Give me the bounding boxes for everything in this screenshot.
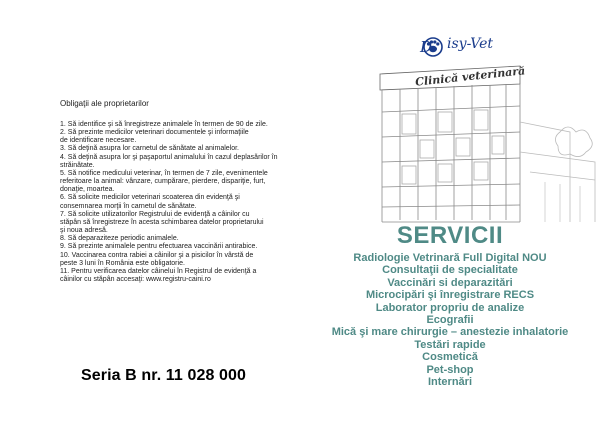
obligation-line: 1. Să identifice şi să înregistreze animalele în termen de 90 de zile.	[60, 121, 268, 128]
service-item: Cosmetică	[422, 351, 478, 364]
obligations-title: Obligaţii ale proprietarilor	[60, 99, 149, 108]
obligation-line: 6. Să solicite medicilor veterinari scoaterea din evidenţă şi	[60, 194, 240, 202]
obligation-line: 5. Să notifice medicului veterinar, în termen de 7 zile, evenimentele	[60, 169, 268, 177]
obligations-list	[60, 121, 296, 284]
service-item: Internări	[427, 376, 472, 389]
obligation-line: 7. Să solicite utilizatorilor Registrului de evidenţă a câinilor cu	[60, 210, 250, 218]
service-item: Consultaţii de specialitate	[382, 264, 518, 277]
clinic-building-sketch	[370, 62, 600, 232]
obligation-line: stăpân să înregistreze în acesta schimbarea datelor proprietarului	[60, 218, 264, 226]
service-item: Microcipări şi înregistrare RECS	[365, 289, 535, 302]
daisy-vet-logo	[415, 31, 535, 59]
obligation-line: 8. Să deparaziteze periodic animalele.	[60, 235, 179, 243]
obligation-line: de identificare necesare.	[60, 137, 137, 145]
service-item: Testări rapide	[414, 338, 486, 351]
obligation-line: 10. Vaccinarea contra rabiei a câinilor şi a pisicilor în vârstă de	[60, 251, 254, 259]
building-sign-text: Clinică veterinară	[414, 64, 526, 89]
obligation-line: consemnarea morţii în carnetul de sănătate.	[60, 202, 197, 210]
obligation-line: 11. Pentru verificarea datelor câinelui în Registrul de evidenţă a	[60, 267, 257, 275]
services-heading: SERVICII	[396, 222, 504, 249]
service-item: Laborator propriu de analize	[375, 301, 525, 314]
serial-number: Seria B nr. 11 028 000	[81, 367, 246, 384]
obligation-line: 2. Să prezinte medicilor veterinari documentele şi informaţiile	[60, 129, 249, 137]
svg-text:D: D	[420, 38, 433, 56]
building-illustration	[370, 62, 600, 232]
logo-text: isy-Vet	[447, 36, 494, 52]
service-item: Ecografii	[426, 314, 474, 327]
obligation-line: şi noua adresă.	[60, 227, 108, 235]
obligation-line: 4. Să deţină asupra lor şi paşaportul animalului în cazul deplasărilor în	[60, 153, 278, 161]
obligation-line: 9. Să prezinte animalele pentru efectuarea vaccinării antirabice.	[60, 243, 258, 251]
service-item: Mică şi mare chirurgie – anestezie inhalatorie	[331, 326, 569, 339]
services-list	[300, 252, 600, 388]
obligation-line: peste 3 luni în România este obligatorie.	[60, 259, 185, 267]
service-item: Pet-shop	[426, 363, 474, 376]
services-panel	[300, 0, 600, 425]
service-item: Vaccinări si deparazitări	[387, 276, 513, 289]
obligation-line: 3. Să deţină asupra lor carnetul de sănătate al animalelor.	[60, 145, 240, 153]
obligation-line: donaţie, moartea.	[60, 186, 115, 194]
service-item: Radiologie Vetrinară Full Digital NOU	[353, 252, 547, 264]
paw-icon	[415, 31, 451, 59]
obligation-line: câinilor cu stăpân accesaţi: www.registru-caini.ro	[60, 275, 211, 283]
obligation-line: referitoare la animal: vânzare, cumpărare, pierdere, dispariţie, furt,	[60, 178, 266, 186]
obligation-line: străinătate.	[60, 161, 95, 169]
